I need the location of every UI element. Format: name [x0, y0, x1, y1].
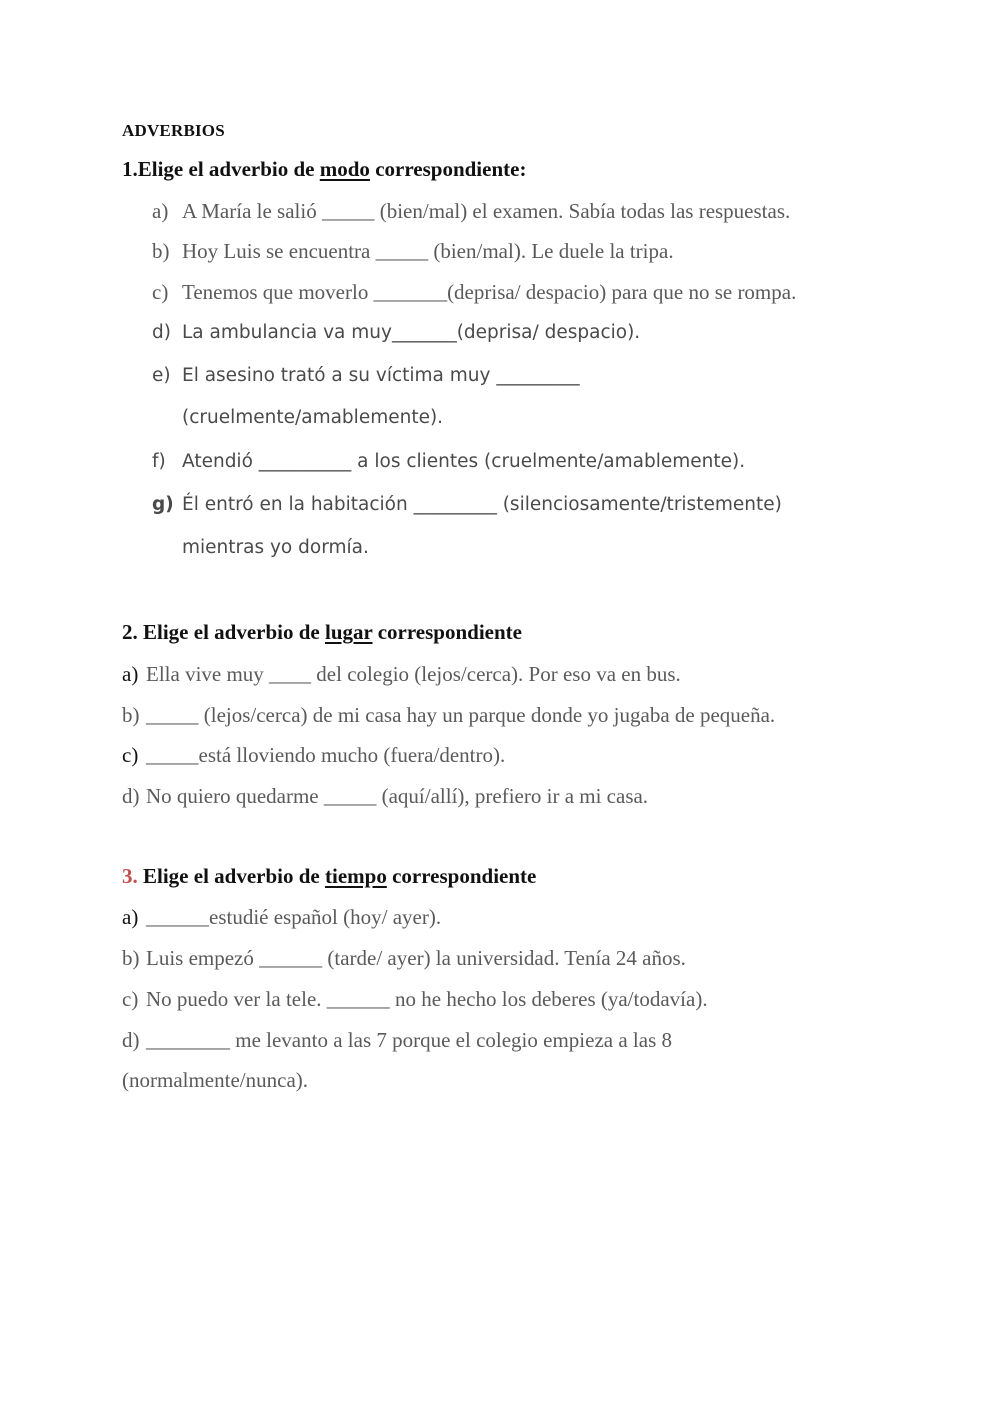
- section1-heading-key: modo: [319, 157, 370, 181]
- section3-heading-key: tiempo: [325, 864, 387, 888]
- section1-heading: [122, 157, 526, 182]
- s1-item-e-text-cont: (cruelmente/amablemente).: [182, 407, 444, 428]
- s1-item-g-marker: g): [152, 494, 174, 515]
- section1-heading-pre: 1.Elige el adverbio de: [122, 157, 320, 181]
- s1-item-d-marker: d): [152, 322, 171, 343]
- s1-item-f-marker: f): [152, 451, 166, 472]
- s3-item-d-marker: d): [122, 1028, 140, 1052]
- s3-item-d-text: ________ me levanto a las 7 porque el colegio empieza a las 8: [146, 1028, 672, 1052]
- s1-item-f-text: Atendió __________ a los clientes (cruelmente/amablemente).: [182, 451, 746, 472]
- s2-item-a-marker: a): [122, 662, 139, 686]
- section2-heading: [122, 620, 522, 645]
- s1-item-e-marker: e): [152, 365, 171, 386]
- s2-item-c-marker: c): [122, 743, 139, 767]
- s1-item-g-text-cont: mientras yo dormía.: [182, 537, 369, 558]
- section1-heading-post: correspondiente:: [369, 157, 527, 181]
- section3-heading: [122, 864, 536, 889]
- section3-heading-post: correspondiente: [386, 864, 537, 888]
- s1-item-c-marker: c): [152, 280, 169, 304]
- s1-item-a-text: A María le salió _____ (bien/mal) el examen. Sabía todas las respuestas.: [182, 199, 791, 223]
- s1-item-b-text: Hoy Luis se encuentra _____ (bien/mal). Le duele la tripa.: [182, 239, 674, 263]
- s3-item-c-text: No puedo ver la tele. ______ no he hecho los deberes (ya/todavía).: [146, 987, 708, 1011]
- s3-item-b-marker: b): [122, 946, 140, 970]
- s2-item-c-text: _____está lloviendo mucho (fuera/dentro).: [146, 743, 506, 767]
- s3-item-c-marker: c): [122, 987, 139, 1011]
- s3-item-b-text: Luis empezó ______ (tarde/ ayer) la universidad. Tenía 24 años.: [146, 946, 686, 970]
- document-title: ADVERBIOS: [122, 121, 225, 140]
- s2-item-b-text: _____ (lejos/cerca) de mi casa hay un parque donde yo jugaba de pequeña.: [146, 703, 776, 727]
- section2-heading-post: correspondiente: [372, 620, 522, 644]
- section3-heading-number: 3.: [122, 864, 138, 888]
- s3-item-d-text-cont: (normalmente/nunca).: [122, 1068, 309, 1092]
- s2-item-d-text: No quiero quedarme _____ (aquí/allí), prefiero ir a mi casa.: [146, 784, 649, 808]
- s2-item-d-marker: d): [122, 784, 140, 808]
- section3-heading-pre: Elige el adverbio de: [137, 864, 325, 888]
- s1-item-a-marker: a): [152, 199, 169, 223]
- s1-item-d-text: La ambulancia va muy_______(deprisa/ despacio).: [182, 322, 641, 343]
- s1-item-g-text: Él entró en la habitación _________ (silenciosamente/tristemente): [182, 494, 782, 515]
- s3-item-a-marker: a): [122, 905, 139, 929]
- section2-heading-key: lugar: [325, 620, 373, 644]
- s2-item-b-marker: b): [122, 703, 140, 727]
- section2-heading-pre: 2. Elige el adverbio de: [122, 620, 325, 644]
- s1-item-b-marker: b): [152, 239, 170, 263]
- s1-item-c-text: Tenemos que moverlo _______(deprisa/ despacio) para que no se rompa.: [182, 280, 797, 304]
- s1-item-e-text: El asesino trató a su víctima muy _________: [182, 365, 580, 386]
- s3-item-a-text: ______estudié español (hoy/ ayer).: [146, 905, 442, 929]
- s2-item-a-text: Ella vive muy ____ del colegio (lejos/cerca). Por eso va en bus.: [146, 662, 681, 686]
